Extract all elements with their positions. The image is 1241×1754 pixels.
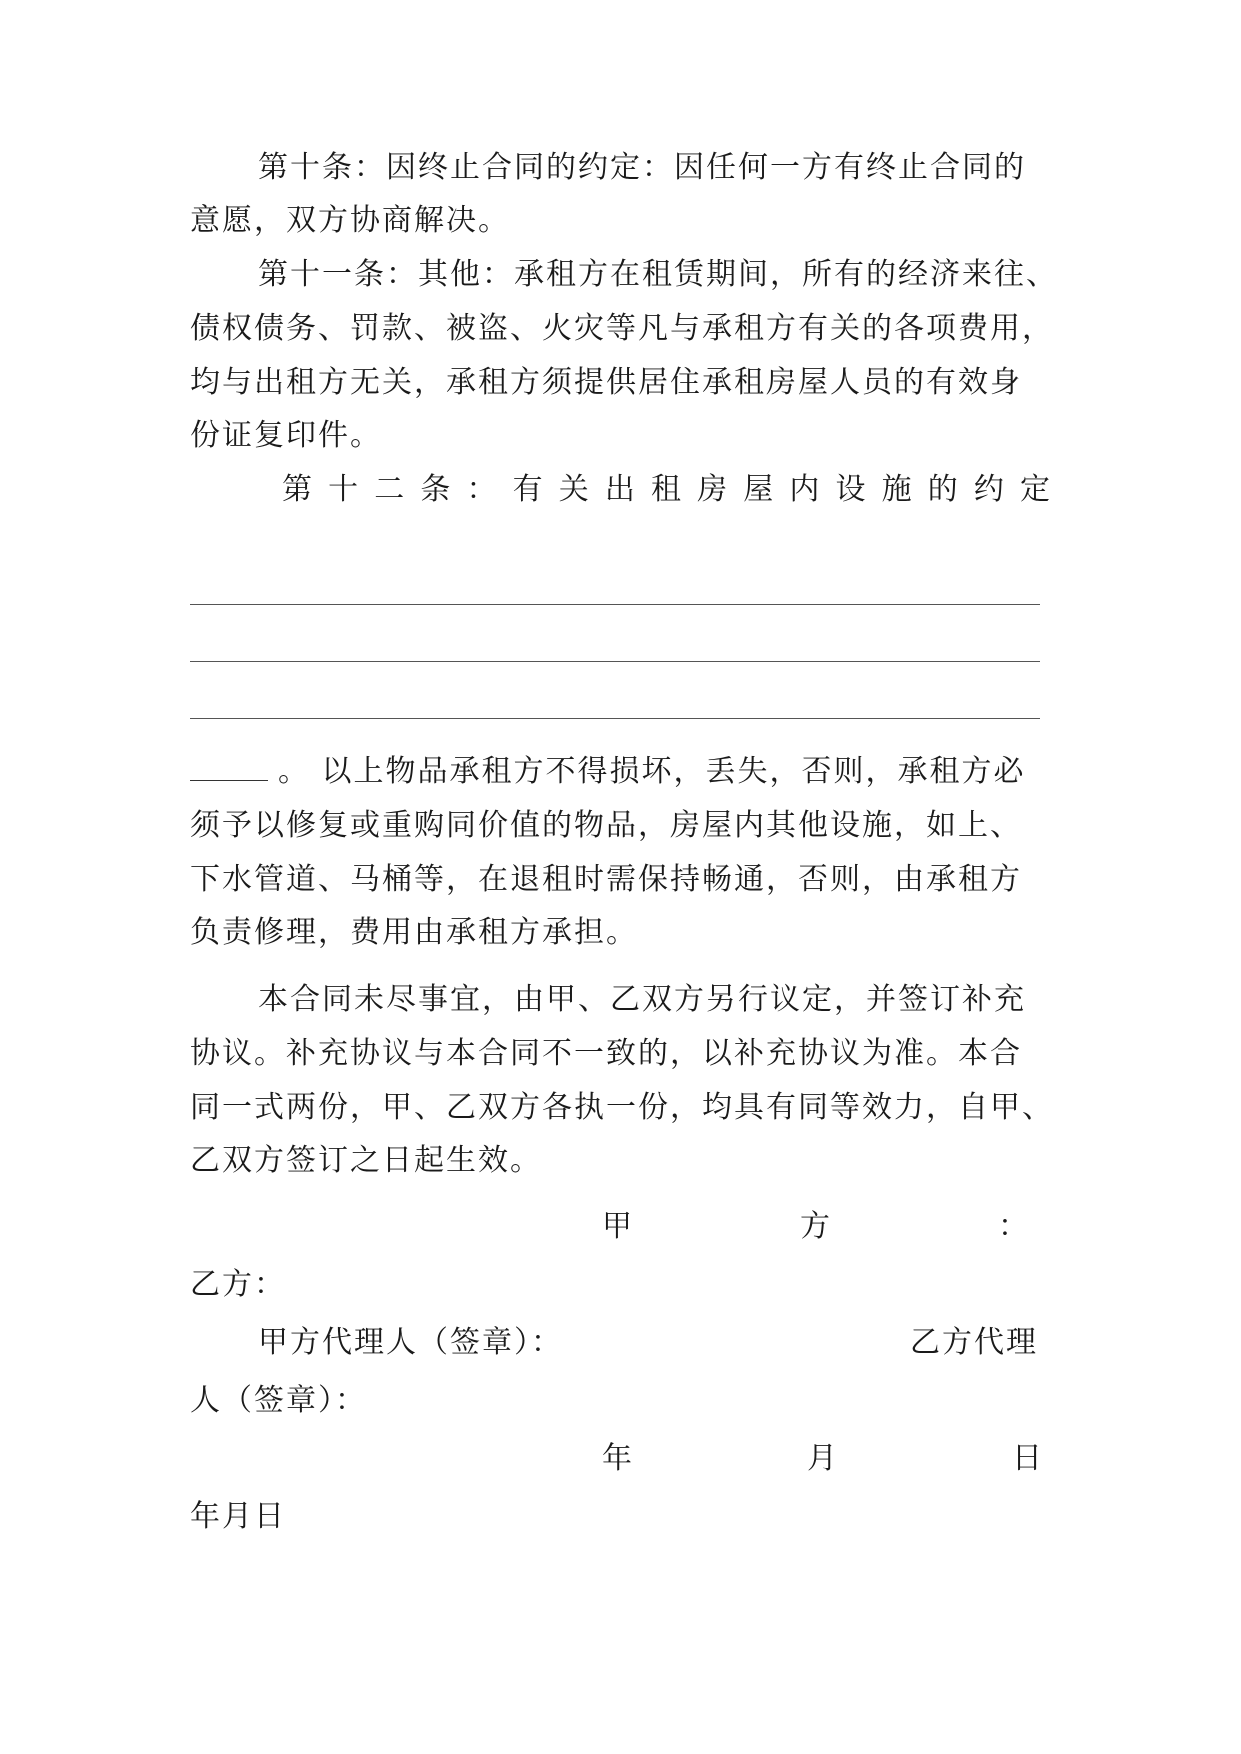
date-char: 年	[602, 1441, 632, 1476]
heading-char: 二	[374, 472, 405, 507]
blank-fill-line	[190, 661, 1040, 662]
heading-char: 的	[927, 472, 958, 507]
article-12-heading	[282, 470, 1050, 510]
article-10-line-2: 意愿，双方协商解决。	[190, 203, 510, 238]
party-a-signature-label	[602, 1207, 1028, 1247]
party-b-date: 年月日	[190, 1499, 286, 1534]
blank-fill-line	[190, 718, 1040, 719]
heading-char: 第	[282, 472, 312, 507]
party-a-agent-label: 甲方代理人（签章）：	[258, 1325, 563, 1360]
party-a-date	[602, 1439, 1042, 1479]
heading-char: ：	[466, 472, 497, 507]
article-12-line-1	[190, 752, 1050, 792]
article-12-line-4: 负责修理，费用由承租方承担。	[190, 915, 638, 950]
closing-line-2: 协议。补充协议与本合同不一致的，以补充协议为准。本合	[190, 1036, 1022, 1071]
party-a-char: 方	[800, 1209, 830, 1244]
heading-char: 定	[1020, 472, 1050, 507]
party-b-agent-label-part1: 乙方代理	[910, 1325, 1038, 1360]
article-11-line-4: 份证复印件。	[190, 418, 382, 453]
heading-char: 房	[697, 472, 728, 507]
heading-char: 条	[420, 472, 451, 507]
article-12-after-blank: 。 以上物品承租方不得损坏，丢失，否则，承租方必	[278, 754, 1026, 789]
heading-char: 设	[835, 472, 866, 507]
party-b-signature-label: 乙方：	[190, 1267, 286, 1302]
party-a-char: 甲	[602, 1209, 632, 1244]
article-12-line-3: 下水管道、马桶等，在退租时需保持畅通，否则，由承租方	[190, 862, 1022, 897]
blank-fill-line	[190, 604, 1040, 605]
article-11-line-1: 第十一条：其他：承租方在租赁期间，所有的经济来往、	[258, 257, 1058, 292]
heading-char: 关	[558, 472, 589, 507]
heading-char: 租	[651, 472, 681, 507]
article-11-line-3: 均与出租方无关，承租方须提供居住承租房屋人员的有效身	[190, 365, 1022, 400]
date-char: 月	[807, 1441, 837, 1476]
party-b-agent-label-part2: 人（签章）：	[190, 1383, 367, 1418]
article-10-line-1: 第十条：因终止合同的约定：因任何一方有终止合同的	[258, 150, 1026, 185]
closing-line-3: 同一式两份，甲、乙双方各执一份，均具有同等效力，自甲、	[190, 1090, 1054, 1125]
heading-char: 有	[512, 472, 543, 507]
heading-char: 屋	[743, 472, 774, 507]
article-12-line-2: 须予以修复或重购同价值的物品，房屋内其他设施，如上、	[190, 808, 1022, 843]
heading-char: 十	[328, 472, 359, 507]
heading-char: 内	[789, 472, 820, 507]
article-11-line-2: 债权债务、罚款、被盗、火灾等凡与承租方有关的各项费用，	[190, 311, 1054, 346]
blank-short-line	[190, 754, 268, 781]
heading-char: 约	[973, 472, 1004, 507]
date-char: 日	[1012, 1441, 1042, 1476]
closing-line-1: 本合同未尽事宜，由甲、乙双方另行议定，并签订补充	[258, 982, 1026, 1017]
heading-char: 出	[604, 472, 635, 507]
closing-line-4: 乙双方签订之日起生效。	[190, 1143, 542, 1178]
heading-char: 施	[881, 472, 912, 507]
party-a-char: ：	[998, 1209, 1028, 1244]
